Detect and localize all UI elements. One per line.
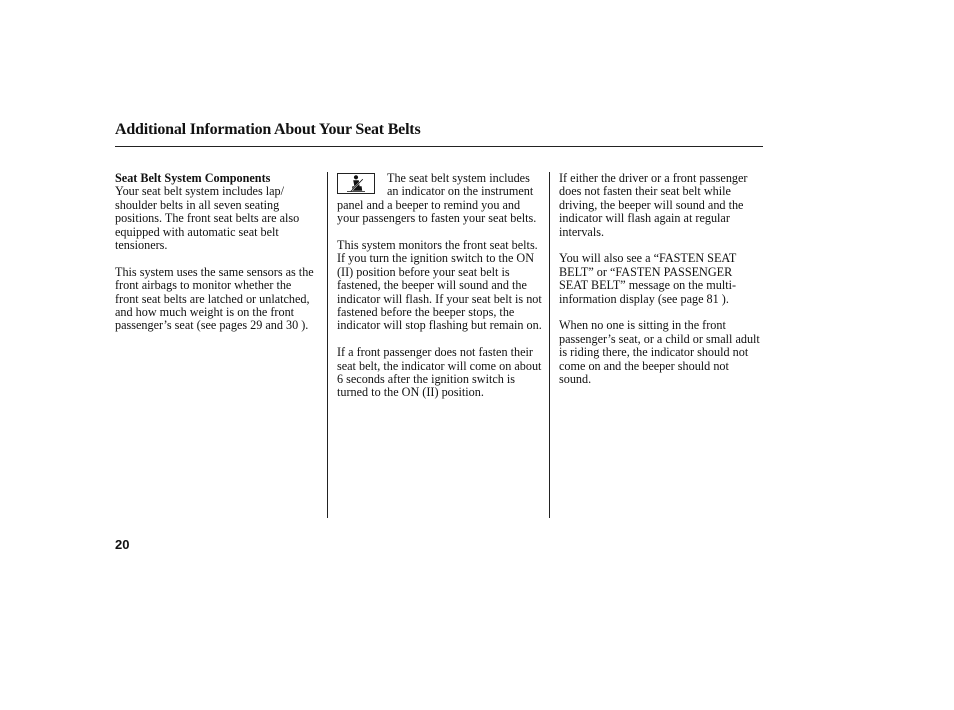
seat-belt-reminder-icon	[337, 173, 375, 194]
paragraph: This system uses the same sensors as the front airbags to monitor whether the front seat belts are latched or unlatched, and how much weight is on the front passenger’s seat (see pages 29 and 30 ).	[115, 264, 314, 333]
paragraph: You will also see a “FASTEN SEAT BELT” or “FASTEN PASSENGER SEAT BELT” message on the multi-information display (see page 81 ).	[559, 251, 737, 306]
column-3	[559, 172, 763, 400]
paragraph: When no one is sitting in the front passenger’s seat, or a child or small adult is riding there, the indicator should not come on and the beeper should not sound.	[559, 318, 760, 387]
paragraph: Your seat belt system includes lap/ shoulder belts in all seven seating positions. The front seat belts are also equipped with automatic seat belt tensioners.	[115, 184, 300, 253]
title-divider	[115, 146, 763, 147]
paragraph: The seat belt system includes an indicator on the instrument panel and a beeper to remind you and your passengers to fasten your seat belts.	[337, 171, 537, 226]
column-divider	[327, 172, 328, 518]
column-1	[115, 172, 317, 346]
column-2	[337, 172, 543, 413]
column-divider	[549, 172, 550, 518]
page-number: 20	[115, 537, 130, 552]
page-title: Additional Information About Your Seat Belts	[115, 121, 421, 138]
paragraph: If either the driver or a front passenger does not fasten their seat belt while driving, the beeper will sound and the indicator will flash again at regular intervals.	[559, 171, 748, 239]
section-heading: Seat Belt System Components	[115, 171, 271, 185]
paragraph: If a front passenger does not fasten their seat belt, the indicator will come on about 6 seconds after the ignition switch is turned to the ON (II) position.	[337, 345, 542, 400]
paragraph: This system monitors the front seat belts. If you turn the ignition switch to the ON (II) position before your seat belt is fastened, the beeper will sound and the indicator will flash. If your seat belt is not fastened before the beeper stops, the indicator will stop flashing but remain on.	[337, 238, 542, 333]
